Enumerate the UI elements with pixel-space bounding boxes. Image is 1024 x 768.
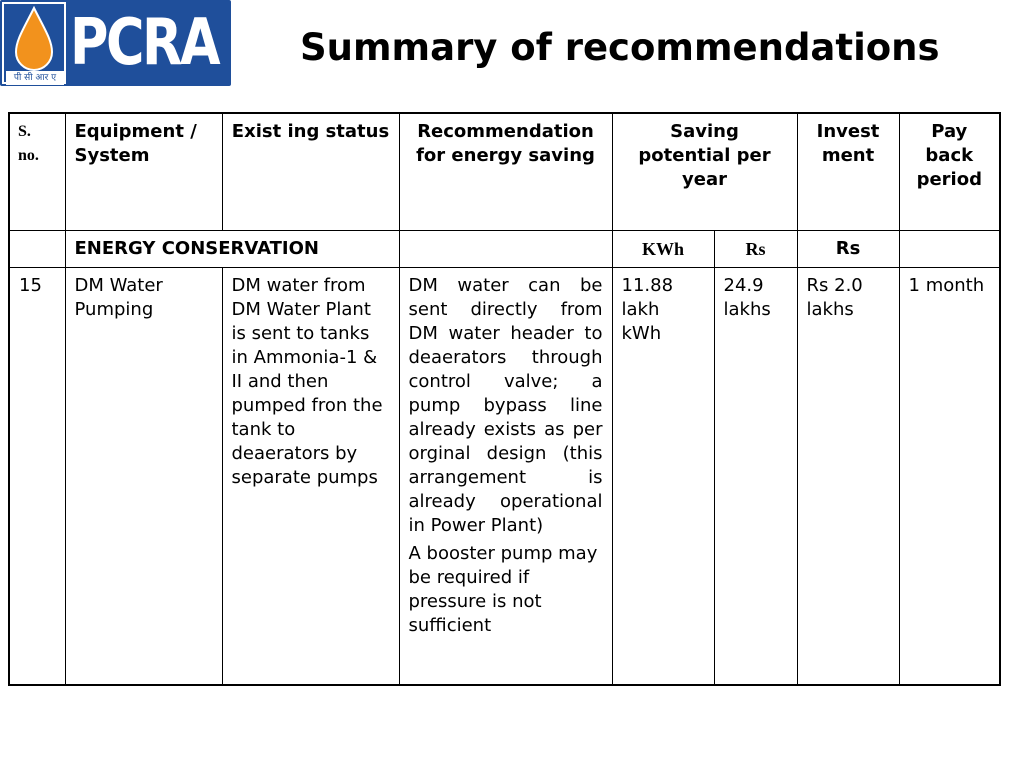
- header-saving-potential: Saving potential per year: [612, 113, 797, 231]
- recommendation-paragraph-2: A booster pump may be required if pressure is not sufficient: [408, 543, 598, 636]
- table-header-row: [9, 113, 1000, 231]
- header-investment: Invest ment: [797, 113, 899, 231]
- cell-saving-kwh: 11.88 lakh kWh: [612, 268, 714, 686]
- header-equipment: Equipment / System: [65, 113, 222, 231]
- unit-rs: Rs: [714, 231, 797, 268]
- unit-investment-rs: Rs: [797, 231, 899, 268]
- table-subheader-row: [9, 231, 1000, 268]
- recommendations-table: [8, 112, 1001, 686]
- header-existing-status: Exist ing status: [222, 113, 399, 231]
- header-sno-line1: S.: [18, 123, 31, 140]
- header-payback: Pay back period: [899, 113, 1000, 231]
- cell-existing-status: DM water from DM Water Plant is sent to tanks in Ammonia-1 & II and then pumped fron the tank to deaerators by separate pumps: [222, 268, 399, 686]
- subheader-empty-payback: [899, 231, 1000, 268]
- pcra-logo: [0, 0, 231, 86]
- cell-equipment: DM Water Pumping: [65, 268, 222, 686]
- subheader-empty-recommendation: [399, 231, 612, 268]
- table-row: [9, 268, 1000, 686]
- unit-kwh: KWh: [612, 231, 714, 268]
- header-sno: [9, 113, 65, 231]
- cell-recommendation: [399, 268, 612, 686]
- header-sno-line2: no.: [18, 147, 39, 164]
- subheader-empty-sno: [9, 231, 65, 268]
- logo-subtext: पी सी आर ए: [6, 71, 64, 85]
- logo-wordmark: PCRA: [70, 6, 219, 80]
- oil-drop-icon: [2, 2, 66, 84]
- section-label: ENERGY CONSERVATION: [65, 231, 399, 268]
- cell-investment: Rs 2.0 lakhs: [797, 268, 899, 686]
- cell-sno: 15: [9, 268, 65, 686]
- cell-saving-rs: 24.9 lakhs: [714, 268, 797, 686]
- header-recommendation: Recommendation for energy saving: [399, 113, 612, 231]
- recommendation-paragraph-1: DM water can be sent directly from DM water header to deaerators through control valve; a pump bypass line already exists as per orginal design (this arrangement is already operational in Power Plant): [408, 275, 603, 536]
- page-title: Summary of recommendations: [300, 26, 940, 69]
- cell-payback: 1 month: [899, 268, 1000, 686]
